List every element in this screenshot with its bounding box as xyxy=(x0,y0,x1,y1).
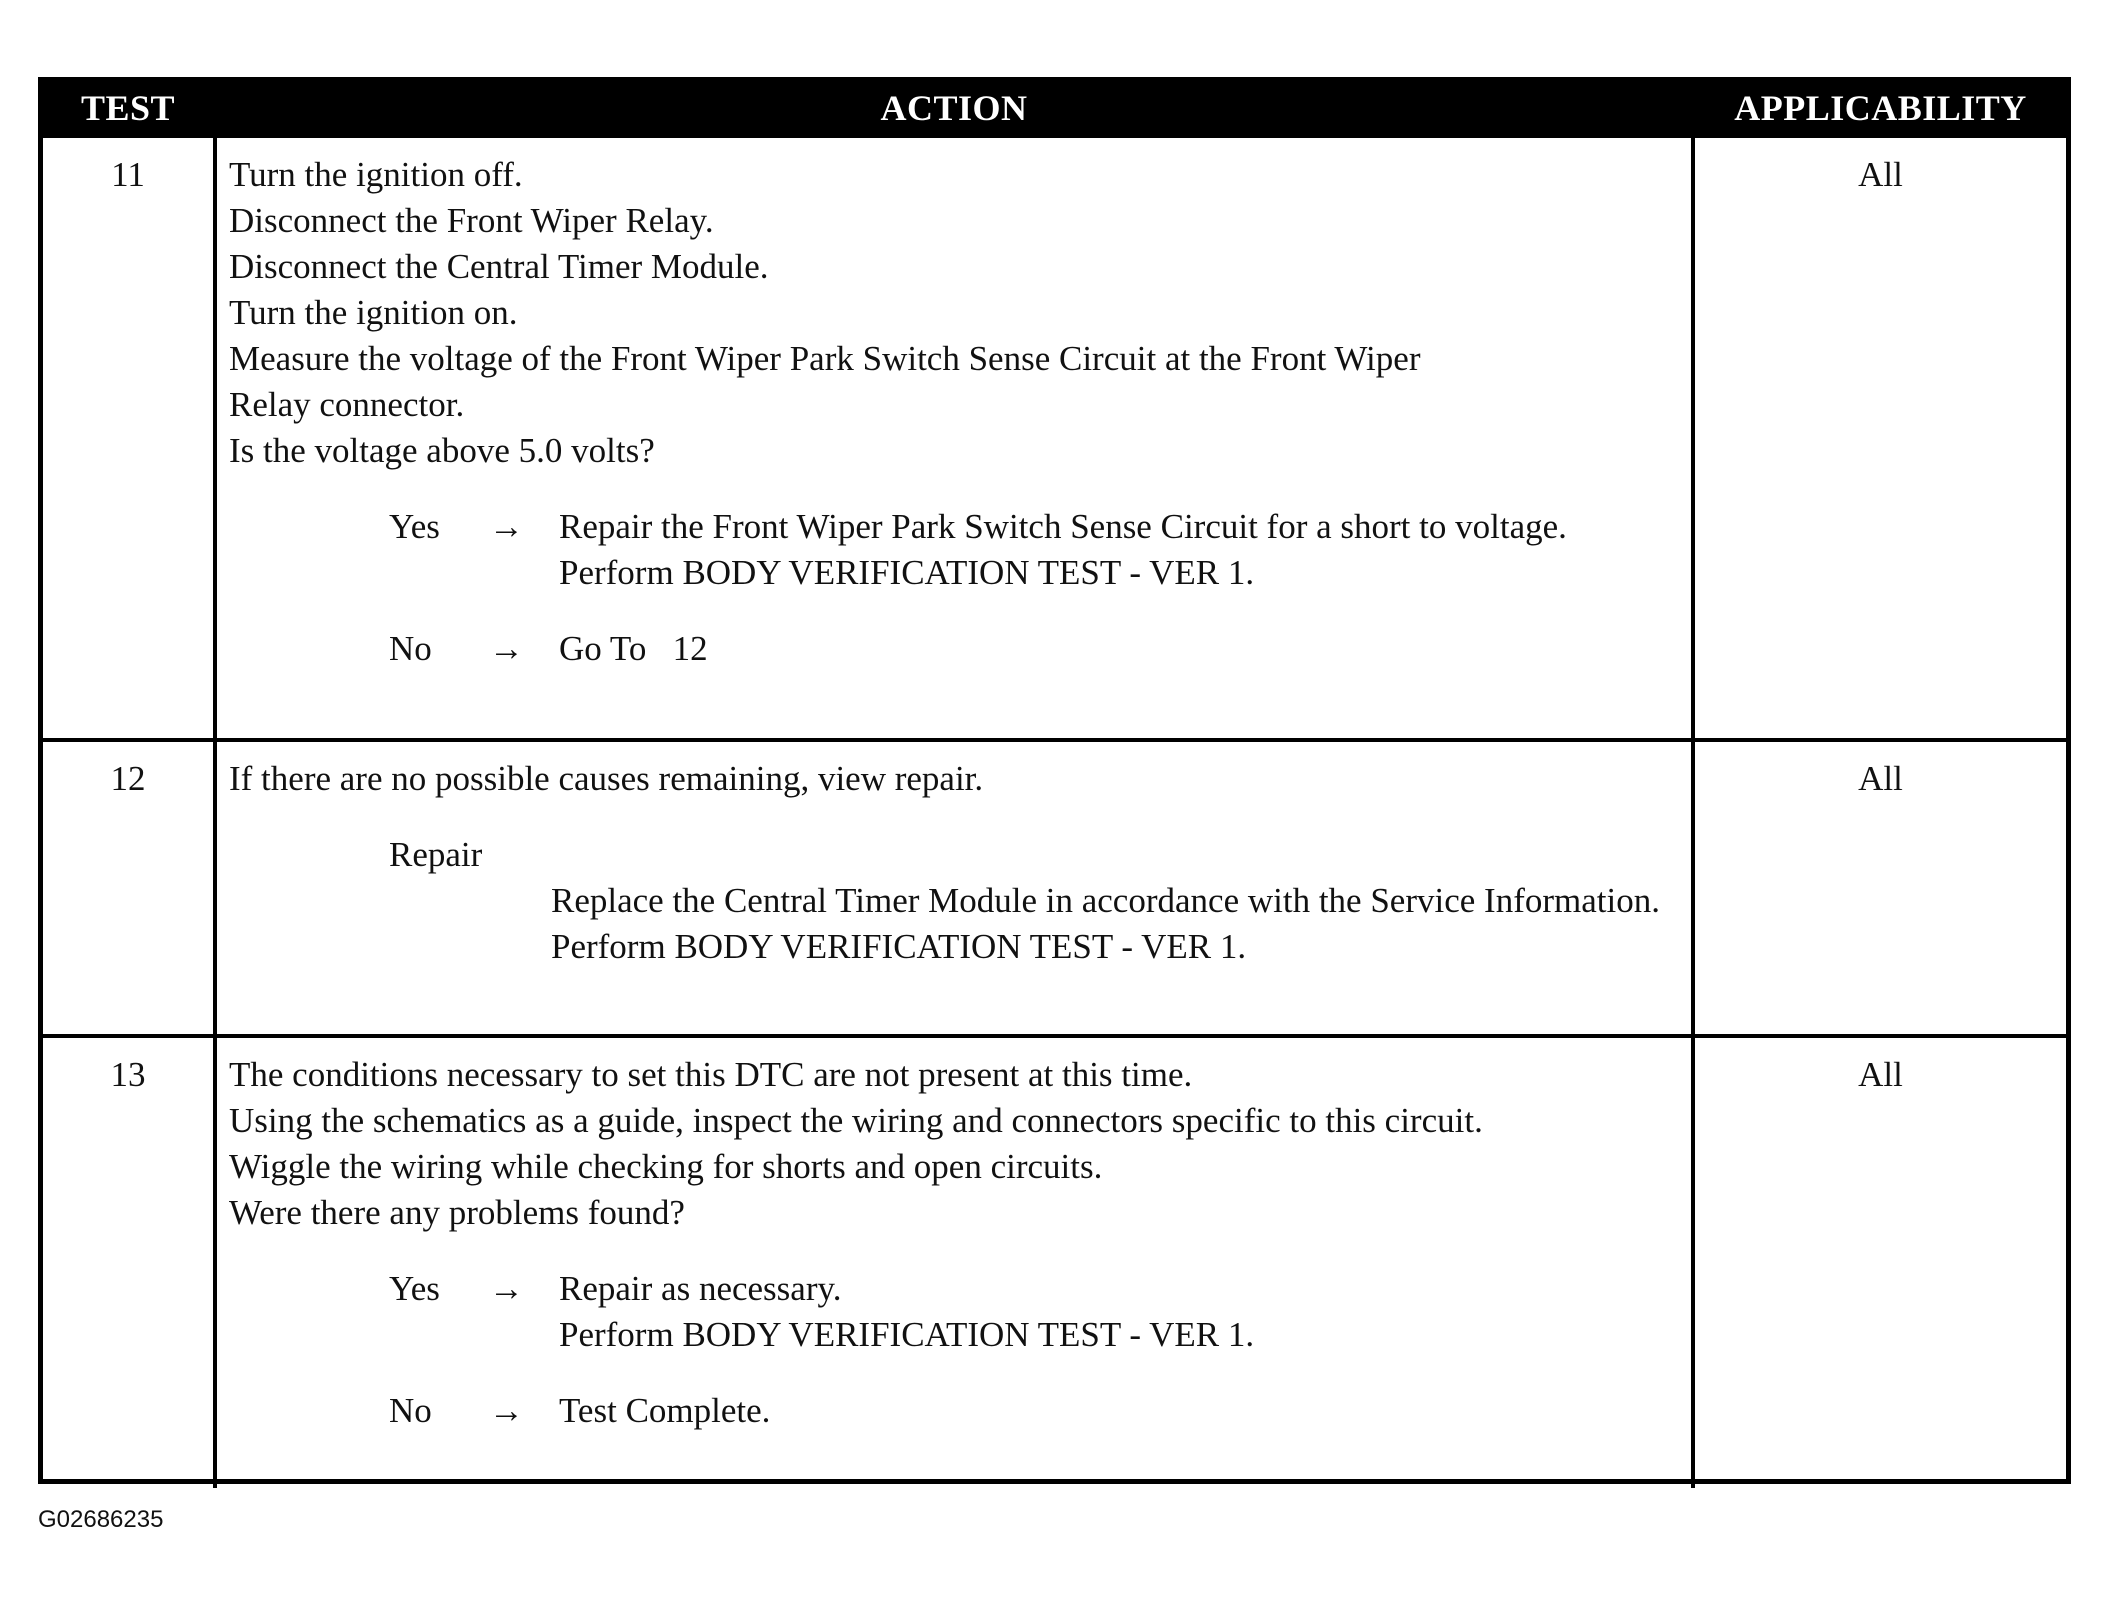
arrow-right-icon: → xyxy=(489,1269,524,1308)
test-number: 11 xyxy=(111,155,145,194)
header-applicability: APPLICABILITY xyxy=(1734,87,2027,128)
action-line: Disconnect the Front Wiper Relay. xyxy=(229,201,714,240)
action-cell xyxy=(213,1038,1695,1488)
no-action-text: Test Complete. xyxy=(559,1391,771,1430)
table-row-13 xyxy=(43,1034,2066,1488)
test-number: 13 xyxy=(110,1055,146,1094)
no-label: No xyxy=(389,629,432,668)
action-line: If there are no possible causes remaining, view repair. xyxy=(229,759,984,798)
action-cell xyxy=(213,742,1695,1034)
no-branch xyxy=(389,1388,1681,1434)
action-line: The conditions necessary to set this DTC are not present at this time. xyxy=(229,1055,1193,1094)
action-line: Disconnect the Central Timer Module. xyxy=(229,247,769,286)
action-line: Measure the voltage of the Front Wiper Park Switch Sense Circuit at the Front Wiper xyxy=(229,339,1421,378)
yes-branch xyxy=(389,1266,1681,1358)
arrow-right-icon: → xyxy=(489,1391,524,1430)
procedure-table xyxy=(38,77,2071,1484)
figure-id: G02686235 xyxy=(38,1506,164,1533)
no-label: No xyxy=(389,1391,432,1430)
repair-verification-text: Perform BODY VERIFICATION TEST - VER 1. xyxy=(551,927,1247,966)
table-header xyxy=(43,82,2066,138)
arrow-right-icon: → xyxy=(489,629,524,668)
no-action-text: Go To 12 xyxy=(559,629,708,668)
repair-action-text: Replace the Central Timer Module in accordance with the Service Information. xyxy=(551,881,1660,920)
applicability-value: All xyxy=(1858,155,1903,194)
action-line: Relay connector. xyxy=(229,385,465,424)
action-cell xyxy=(213,138,1695,738)
yes-verification-text: Perform BODY VERIFICATION TEST - VER 1. xyxy=(559,553,1255,592)
no-branch xyxy=(389,626,1681,672)
action-question: Were there any problems found? xyxy=(229,1193,685,1232)
action-line: Turn the ignition on. xyxy=(229,293,518,332)
yes-action-text: Repair as necessary. xyxy=(559,1269,842,1308)
action-line: Using the schematics as a guide, inspect the wiring and connectors specific to this circuit. xyxy=(229,1101,1483,1140)
table-row-12 xyxy=(43,738,2066,1034)
yes-branch xyxy=(389,504,1681,596)
yes-label: Yes xyxy=(389,1269,440,1308)
repair-label: Repair xyxy=(389,835,483,874)
yes-label: Yes xyxy=(389,507,440,546)
yes-verification-text: Perform BODY VERIFICATION TEST - VER 1. xyxy=(559,1315,1255,1354)
action-question: Is the voltage above 5.0 volts? xyxy=(229,431,655,470)
action-line: Turn the ignition off. xyxy=(229,155,523,194)
yes-action-text: Repair the Front Wiper Park Switch Sense Circuit for a short to voltage. xyxy=(559,507,1567,546)
applicability-value: All xyxy=(1858,1055,1903,1094)
header-action: ACTION xyxy=(880,87,1028,128)
test-number: 12 xyxy=(110,759,146,798)
header-test: TEST xyxy=(80,87,176,128)
table-row-11 xyxy=(43,138,2066,738)
applicability-value: All xyxy=(1858,759,1903,798)
arrow-right-icon: → xyxy=(489,507,524,546)
action-line: Wiggle the wiring while checking for shorts and open circuits. xyxy=(229,1147,1103,1186)
